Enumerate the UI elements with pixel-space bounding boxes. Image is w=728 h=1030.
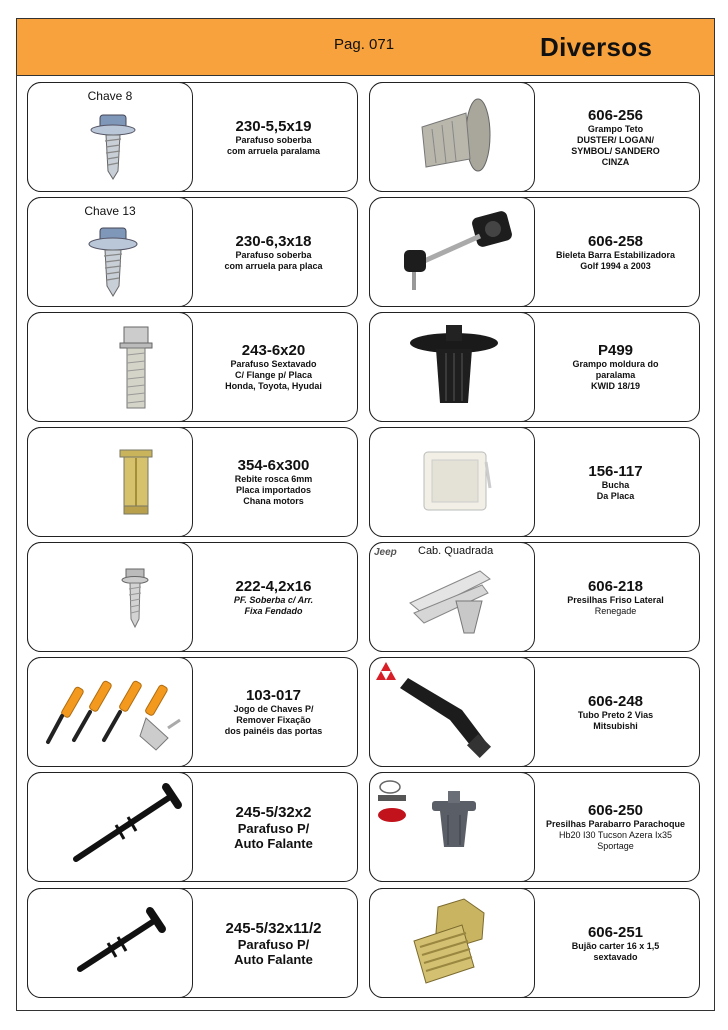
screw-washer-icon: [28, 83, 193, 192]
product-desc-line: PF. Soberba c/ Arr.: [233, 594, 314, 605]
product-image: [27, 772, 193, 882]
product-card[interactable]: [369, 197, 700, 307]
product-card[interactable]: [27, 427, 358, 537]
product-card[interactable]: [27, 542, 358, 652]
product-desc-line: Parafuso P/: [237, 820, 310, 836]
product-desc-line: Rebite rosca 6mm: [234, 474, 313, 484]
product-desc-line: Parafuso soberba: [235, 249, 312, 260]
product-code: 222-4,2x16: [235, 577, 312, 595]
product-image: [369, 772, 535, 882]
product-image: [27, 657, 193, 767]
product-card[interactable]: [27, 197, 358, 307]
product-card[interactable]: [369, 888, 700, 998]
stabilizer-link-icon: [370, 198, 535, 307]
product-desc-line: Placa importados: [235, 485, 312, 495]
product-desc-line: KWID 18/19: [590, 381, 641, 391]
product-application: Hb20 I30 Tucson Azera Ix35: [558, 830, 673, 840]
product-image: [27, 312, 193, 422]
product-desc-line: Parafuso soberba: [235, 134, 312, 145]
product-desc-line: com arruela paralama: [226, 145, 321, 156]
wrench-size-label: Chave 13: [84, 204, 136, 218]
rivet-nut-icon: [28, 428, 193, 537]
product-code: 245-5/32x11/2: [225, 919, 322, 937]
product-desc-line: DUSTER/ LOGAN/: [576, 134, 654, 145]
push-rivet-icon: [370, 313, 535, 422]
product-desc-line: Auto Falante: [234, 835, 313, 851]
product-desc-line: sextavado: [593, 951, 638, 962]
page-number: Pag. 071: [334, 36, 395, 53]
screw-washer-icon: [28, 543, 193, 652]
product-desc-line: Bujão carter 16 x 1,5: [571, 940, 660, 951]
product-image: [27, 82, 193, 192]
product-desc-line: Honda, Toyota, Hyudai: [225, 381, 322, 391]
product-code: 606-248: [587, 692, 644, 710]
product-desc-line: CINZA: [601, 156, 630, 167]
product-code: 354-6x300: [237, 457, 310, 474]
product-card[interactable]: [369, 657, 700, 767]
product-card[interactable]: [369, 772, 700, 882]
product-card[interactable]: [27, 657, 358, 767]
product-desc-line: paralama: [595, 370, 636, 380]
product-card[interactable]: [369, 312, 700, 422]
trim-tool-set-icon: [28, 658, 193, 767]
product-code: 606-258: [587, 232, 644, 250]
product-card[interactable]: [27, 888, 358, 998]
product-desc-line: Bucha: [601, 479, 630, 490]
product-code: P499: [597, 342, 634, 359]
product-image: [27, 888, 193, 998]
product-card[interactable]: [27, 312, 358, 422]
product-application: Renegade: [594, 605, 637, 616]
bumper-clip-icon: [370, 773, 535, 882]
product-image: [27, 542, 193, 652]
head-type-label: Cab. Quadrada: [418, 545, 494, 557]
product-desc-line: C/ Flange p/ Placa: [234, 370, 313, 380]
screw-washer-icon: [28, 198, 193, 307]
product-desc-line: Remover Fixação: [236, 715, 311, 725]
product-code: 243-6x20: [241, 342, 306, 359]
speaker-screw-icon: [28, 889, 193, 998]
product-code: 606-256: [587, 106, 644, 124]
speaker-screw-icon: [28, 773, 193, 882]
product-desc-line: Golf 1994 a 2003: [580, 260, 651, 271]
product-desc-line: Bieleta Barra Estabilizadora: [555, 249, 676, 260]
product-code: 606-250: [587, 802, 644, 819]
product-card[interactable]: [369, 542, 700, 652]
product-code: 606-218: [587, 577, 644, 595]
product-image: [369, 312, 535, 422]
product-card[interactable]: [27, 82, 358, 192]
product-desc-line: Parafuso Sextavado: [230, 359, 317, 369]
product-image: [369, 657, 535, 767]
drain-plug-icon: [370, 889, 535, 998]
product-code: 230-6,3x18: [235, 232, 312, 250]
product-desc-line: Fixa Fendado: [244, 605, 303, 616]
roof-clip-icon: [370, 83, 535, 192]
product-desc-line: dos painéis das portas: [224, 726, 323, 736]
product-desc-line: com arruela para placa: [224, 260, 323, 271]
product-image: [27, 427, 193, 537]
product-card[interactable]: [369, 82, 700, 192]
product-image: [369, 888, 535, 998]
product-card[interactable]: [27, 772, 358, 882]
product-code: 230-5,5x19: [235, 117, 312, 135]
jeep-logo: Jeep: [374, 547, 397, 558]
product-desc-line: Grampo moldura do: [572, 359, 659, 369]
product-desc-line: Mitsubishi: [593, 720, 638, 731]
rubber-tube-icon: [370, 658, 535, 767]
product-code: 606-251: [587, 923, 644, 941]
product-desc-line: Chana motors: [243, 496, 304, 506]
product-desc-line: Jogo de Chaves P/: [233, 704, 314, 714]
plate-bushing-icon: [370, 428, 535, 537]
product-application: Sportage: [597, 841, 634, 851]
product-code: 103-017: [245, 687, 302, 704]
product-desc-line: Presilhas Parabarro Parachoque: [545, 819, 686, 829]
product-image: [369, 82, 535, 192]
product-image: [369, 542, 535, 652]
product-image: [369, 427, 535, 537]
trim-clip-icon: [370, 543, 535, 652]
product-desc-line: Auto Falante: [234, 951, 313, 967]
product-code: 245-5/32x2: [235, 803, 312, 821]
product-card[interactable]: [369, 427, 700, 537]
product-desc-line: Da Placa: [596, 490, 635, 501]
product-desc-line: Parafuso P/: [237, 936, 310, 952]
page-title: Diversos: [540, 32, 653, 62]
hex-flange-bolt-icon: [28, 313, 193, 422]
product-image: [369, 197, 535, 307]
product-desc-line: Presilhas Friso Lateral: [567, 594, 664, 605]
product-code: 156-117: [588, 462, 643, 480]
wrench-size-label: Chave 8: [87, 89, 133, 103]
product-desc-line: Tubo Preto 2 Vias: [577, 709, 654, 720]
product-desc-line: SYMBOL/ SANDERO: [571, 145, 660, 156]
product-image: [27, 197, 193, 307]
product-desc-line: Grampo Teto: [587, 123, 644, 134]
